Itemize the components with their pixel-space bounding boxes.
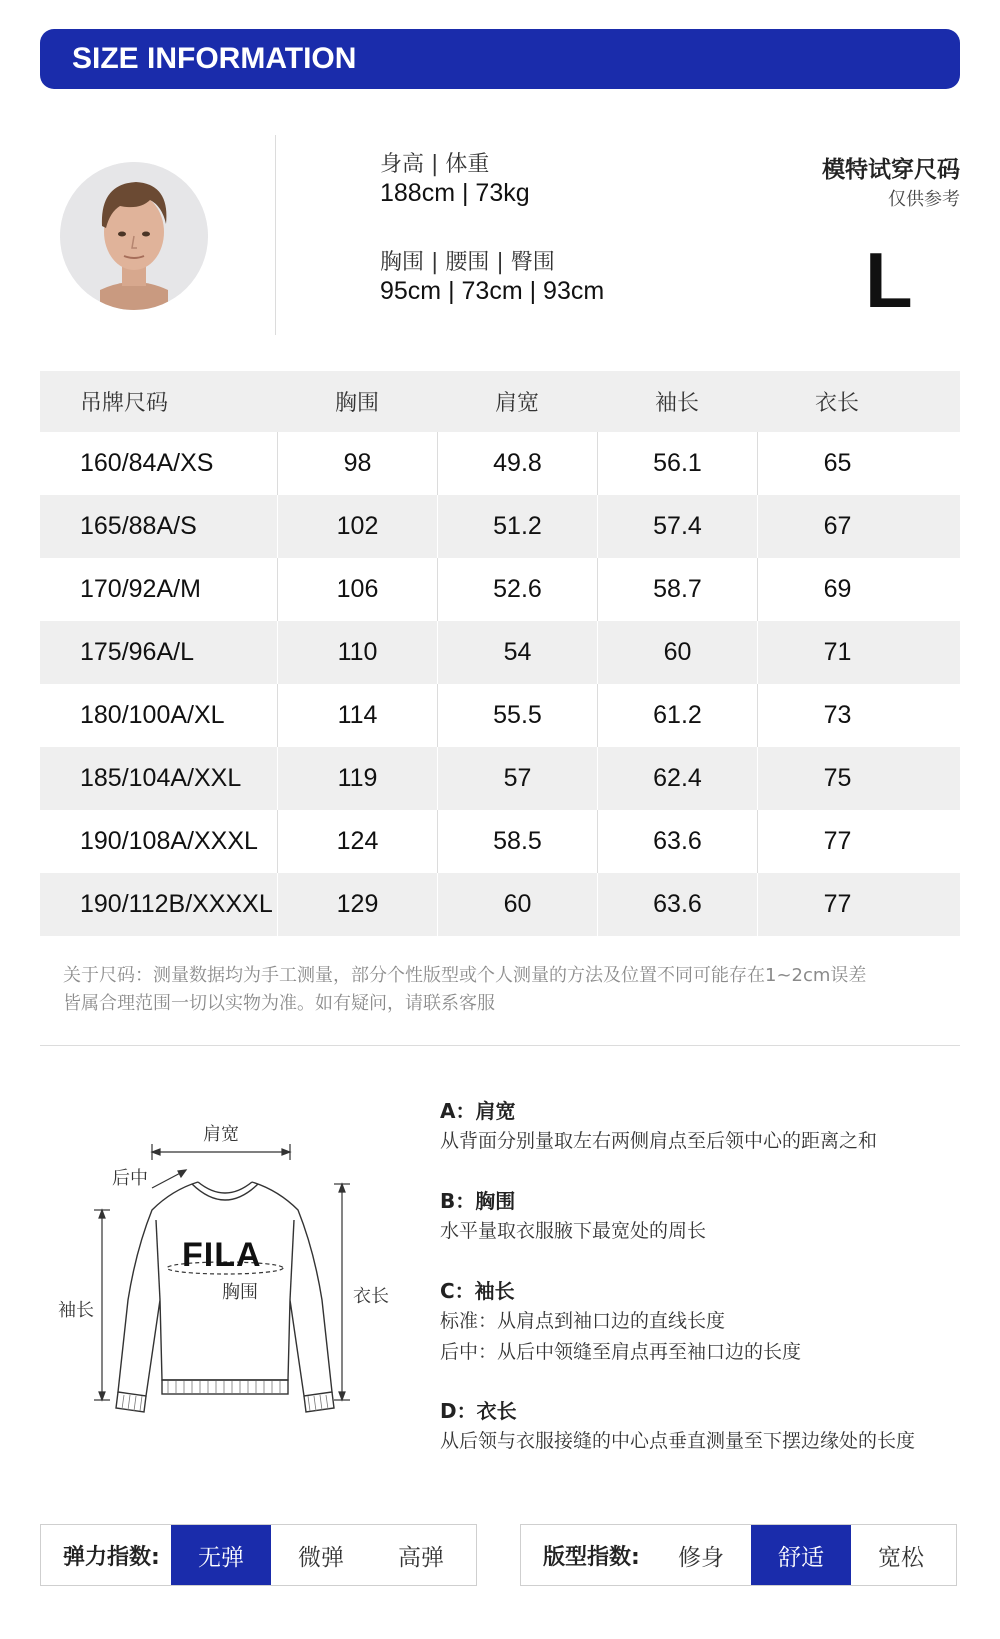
fit-index — [520, 1524, 957, 1586]
shoulder-cell: 55.5 — [437, 684, 597, 747]
measure-title: D：衣长 — [440, 1399, 517, 1423]
length-cell: 77 — [757, 810, 917, 873]
table-row — [40, 495, 960, 558]
table-row — [40, 747, 960, 810]
size-cell: 160/84A/XS — [80, 449, 214, 477]
measure-desc: 从后领与衣服接缝的中心点垂直测量至下摆边缘处的长度 — [440, 1430, 916, 1452]
elasticity-label: 弹力指数: — [63, 1544, 160, 1570]
table-row — [40, 810, 960, 873]
measure-d — [440, 1396, 960, 1457]
sleeve-cell: 58.7 — [597, 558, 757, 621]
vertical-divider — [275, 135, 276, 335]
measure-b — [440, 1186, 960, 1247]
fit-option-loose: 宽松 — [878, 1544, 924, 1571]
note-line: 皆属合理范围一切以实物为准。如有疑问，请联系客服 — [63, 993, 495, 1014]
trial-size-value: L — [865, 236, 913, 324]
height-weight-value: 188cm | 73kg — [380, 179, 530, 207]
chest-label: 胸围 — [222, 1282, 258, 1303]
back-center-label: 后中 — [112, 1168, 148, 1189]
fit-option-comfort: 舒适 — [751, 1525, 851, 1585]
size-cell: 175/96A/L — [80, 638, 194, 666]
measure-desc: 水平量取衣服腋下最宽处的周长 — [440, 1220, 707, 1242]
table-header-row — [40, 371, 960, 432]
shoulder-cell: 57 — [437, 747, 597, 810]
length-cell: 73 — [757, 684, 917, 747]
measure-desc: 标准：从肩点到袖口边的直线长度 — [440, 1310, 726, 1332]
length-cell: 65 — [757, 432, 917, 495]
shoulder-cell: 52.6 — [437, 558, 597, 621]
measure-title: B：胸围 — [440, 1189, 516, 1213]
table-row — [40, 558, 960, 621]
sleeve-cell: 63.6 — [597, 810, 757, 873]
header-cell: 吊牌尺码 — [80, 391, 169, 416]
sleeve-cell: 63.6 — [597, 873, 757, 936]
measure-c — [440, 1276, 960, 1368]
chest-cell: 106 — [277, 558, 437, 621]
model-portrait-image — [60, 162, 208, 310]
measure-title: C：袖长 — [440, 1279, 515, 1303]
chest-cell: 110 — [277, 621, 437, 684]
chest-cell: 129 — [277, 873, 437, 936]
size-cell: 190/108A/XXXL — [80, 827, 258, 855]
length-cell: 75 — [757, 747, 917, 810]
sleeve-label: 袖长 — [58, 1300, 94, 1321]
elasticity-option-none: 无弹 — [171, 1525, 271, 1585]
measure-a — [440, 1096, 960, 1157]
size-cell: 185/104A/XXL — [80, 764, 242, 792]
trial-size-title: 模特试穿尺码 — [822, 157, 960, 183]
table-row — [40, 432, 960, 495]
note-line: 关于尺码：测量数据均为手工测量，部分个性版型或个人测量的方法及位置不同可能存在1~2cm误差 — [63, 965, 867, 986]
table-row — [40, 873, 960, 936]
length-cell: 77 — [757, 873, 917, 936]
measure-desc: 从背面分别量取左右两侧肩点至后领中心的距离之和 — [440, 1130, 878, 1152]
chest-cell: 119 — [277, 747, 437, 810]
size-cell: 165/88A/S — [80, 512, 197, 540]
measurements-label: 胸围 | 腰围 | 臀围 — [380, 250, 555, 275]
header-cell: 袖长 — [654, 391, 699, 416]
shoulder-cell: 51.2 — [437, 495, 597, 558]
sleeve-cell: 62.4 — [597, 747, 757, 810]
table-row — [40, 684, 960, 747]
sleeve-cell: 57.4 — [597, 495, 757, 558]
horizontal-divider — [40, 1045, 960, 1046]
shoulder-label: 肩宽 — [203, 1124, 239, 1145]
fit-label: 版型指数: — [543, 1544, 640, 1570]
elasticity-option-slight: 微弹 — [298, 1544, 344, 1571]
header-bar — [40, 29, 960, 89]
header-cell: 胸围 — [334, 391, 379, 416]
model-info-section — [40, 135, 960, 335]
sleeve-cell: 61.2 — [597, 684, 757, 747]
header-cell: 肩宽 — [494, 391, 539, 416]
shoulder-cell: 49.8 — [437, 432, 597, 495]
height-weight-label: 身高 | 体重 — [380, 152, 490, 177]
measurement-diagram — [50, 1100, 420, 1430]
length-cell: 67 — [757, 495, 917, 558]
length-cell: 71 — [757, 621, 917, 684]
measurements-value: 95cm | 73cm | 93cm — [380, 277, 605, 305]
measure-title: A：肩宽 — [440, 1099, 516, 1123]
size-cell: 180/100A/XL — [80, 701, 225, 729]
size-table — [40, 371, 960, 936]
table-row — [40, 621, 960, 684]
size-cell: 190/112B/XXXXL — [80, 890, 273, 918]
chest-cell: 102 — [277, 495, 437, 558]
chest-cell: 114 — [277, 684, 437, 747]
length-cell: 69 — [757, 558, 917, 621]
model-avatar — [60, 162, 208, 310]
shoulder-cell: 60 — [437, 873, 597, 936]
measure-desc: 后中：从后中领缝至肩点再至袖口边的长度 — [440, 1341, 802, 1363]
length-label: 衣长 — [353, 1286, 389, 1307]
trial-size-subtitle: 仅供参考 — [888, 189, 960, 210]
chest-cell: 124 — [277, 810, 437, 873]
header-cell: 衣长 — [814, 391, 859, 416]
sleeve-cell: 56.1 — [597, 432, 757, 495]
page-title: SIZE INFORMATION — [72, 42, 357, 75]
fit-option-slim: 修身 — [678, 1544, 724, 1571]
elasticity-option-high: 高弹 — [398, 1544, 444, 1571]
chest-cell: 98 — [277, 432, 437, 495]
elasticity-index — [40, 1524, 477, 1586]
sleeve-cell: 60 — [597, 621, 757, 684]
size-note — [63, 962, 953, 1018]
shoulder-cell: 58.5 — [437, 810, 597, 873]
size-cell: 170/92A/M — [80, 575, 201, 603]
fila-logo: FILA — [182, 1236, 262, 1274]
shoulder-cell: 54 — [437, 621, 597, 684]
